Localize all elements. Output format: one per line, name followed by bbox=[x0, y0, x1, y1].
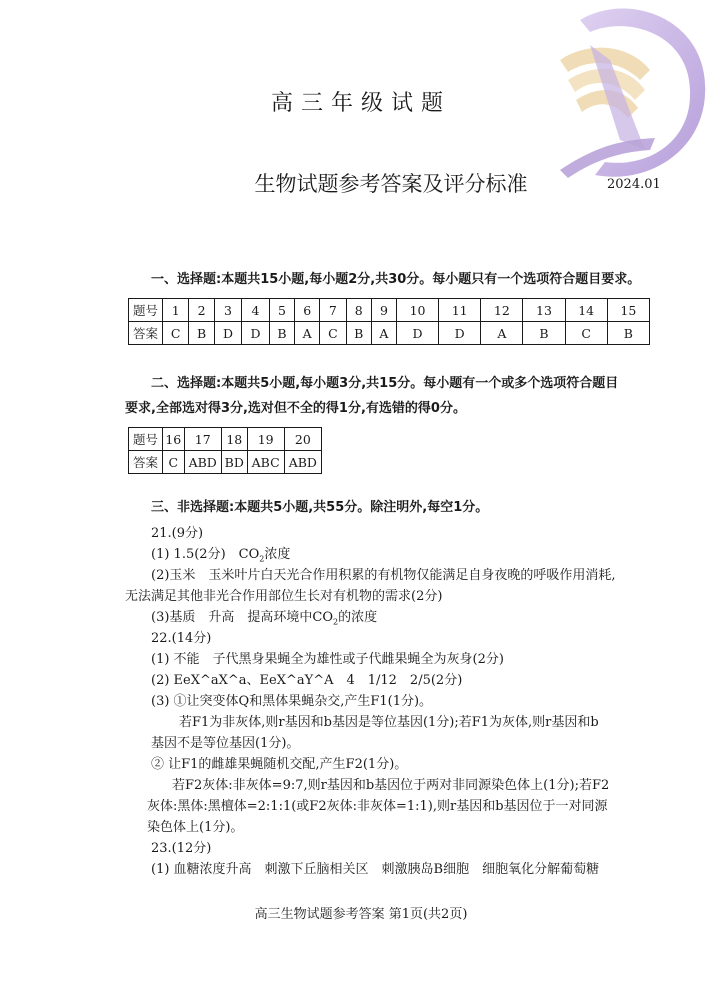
row-label-question: 题号 bbox=[129, 299, 163, 322]
answer-cell: ABD bbox=[284, 451, 321, 474]
q21-answer-3-suffix: 的浓度 bbox=[338, 610, 378, 625]
school-title: 高三年级试题 bbox=[270, 91, 451, 116]
q22-answer-2: (2) EeX^aX^a、EeX^aY^A 4 1/12 2/5(2分) bbox=[151, 673, 463, 688]
section1-answer-table bbox=[128, 298, 650, 345]
question-number: 10 bbox=[396, 299, 438, 322]
question-number: 3 bbox=[214, 299, 242, 322]
question-number: 20 bbox=[284, 428, 321, 451]
answer-cell: ABC bbox=[247, 451, 284, 474]
question-number: 18 bbox=[221, 428, 247, 451]
section1-heading: 一、选择题:本题共15小题,每小题2分,共30分。每小题只有一个选项符合题目要求。 bbox=[151, 272, 641, 287]
subscript: 2 bbox=[333, 617, 339, 627]
section2-answer-table bbox=[128, 427, 322, 474]
document-date: 2024.01 bbox=[607, 177, 661, 192]
section3-heading: 三、非选择题:本题共5小题,共55分。除注明外,每空1分。 bbox=[151, 500, 489, 515]
table-row bbox=[129, 451, 322, 474]
q21-answer-1-suffix: 浓度 bbox=[264, 547, 291, 562]
question-number: 4 bbox=[242, 299, 270, 322]
answer-cell: B bbox=[189, 322, 214, 345]
section2-heading-line1: 二、选择题:本题共5小题,每小题3分,共15分。每小题有一个或多个选项符合题目 bbox=[151, 376, 619, 391]
question-number: 6 bbox=[295, 299, 320, 322]
q21-answer-3 bbox=[151, 606, 377, 627]
answer-cell: A bbox=[481, 322, 523, 345]
question-number: 9 bbox=[371, 299, 396, 322]
question-number: 13 bbox=[523, 299, 565, 322]
question-number: 19 bbox=[247, 428, 284, 451]
answer-cell: D bbox=[396, 322, 438, 345]
q22-answer-3-line2: 若F1为非灰体,则r基因和b基因是等位基因(1分);若F1为灰体,则r基因和b bbox=[179, 715, 599, 730]
row-label-answer: 答案 bbox=[129, 322, 163, 345]
question-number: 12 bbox=[481, 299, 523, 322]
q21-header: 21.(9分) bbox=[151, 526, 204, 541]
answer-cell: ABD bbox=[184, 451, 221, 474]
answer-cell: D bbox=[214, 322, 242, 345]
answer-cell: C bbox=[163, 451, 185, 474]
q21-answer-1 bbox=[151, 543, 290, 564]
q22-header: 22.(14分) bbox=[151, 631, 212, 646]
q21-answer-3-text: (3)基质 升高 提高环境中CO bbox=[151, 610, 334, 625]
answer-cell: B bbox=[346, 322, 371, 345]
subscript: 2 bbox=[259, 554, 265, 564]
q21-answer-1-text: (1) 1.5(2分) CO bbox=[151, 547, 260, 562]
answer-cell: B bbox=[607, 322, 649, 345]
question-number: 16 bbox=[163, 428, 185, 451]
question-number: 1 bbox=[163, 299, 189, 322]
question-number: 15 bbox=[607, 299, 649, 322]
question-number: 7 bbox=[320, 299, 346, 322]
row-label-question: 题号 bbox=[129, 428, 163, 451]
q22-answer-3-line5: 若F2灰体:非灰体=9:7,则r基因和b基因位于两对非同源染色体上(1分);若F2 bbox=[172, 778, 610, 793]
question-number: 14 bbox=[565, 299, 607, 322]
answer-cell: B bbox=[523, 322, 565, 345]
q21-answer-2-line2: 无法满足其他非光合作用部位生长对有机物的需求(2分) bbox=[125, 589, 443, 604]
table-row bbox=[129, 428, 322, 451]
question-number: 8 bbox=[346, 299, 371, 322]
section2-heading-line2: 要求,全部选对得3分,选对但不全的得1分,有选错的得0分。 bbox=[125, 401, 466, 416]
answer-cell: BD bbox=[221, 451, 247, 474]
row-label-answer: 答案 bbox=[129, 451, 163, 474]
q22-answer-1: (1) 不能 子代黑身果蝇全为雄性或子代雌果蝇全为灰身(2分) bbox=[151, 652, 504, 667]
document-title: 生物试题参考答案及评分标准 bbox=[254, 172, 528, 196]
table-row bbox=[129, 299, 650, 322]
answer-cell: B bbox=[269, 322, 294, 345]
q22-answer-3-line3: 基因不是等位基因(1分)。 bbox=[151, 736, 300, 751]
q21-answer-2-line1: (2)玉米 玉米叶片白天光合作用积累的有机物仅能满足自身夜晚的呼吸作用消耗, bbox=[151, 568, 616, 583]
answer-cell: C bbox=[565, 322, 607, 345]
answer-cell: A bbox=[371, 322, 396, 345]
answer-cell: A bbox=[295, 322, 320, 345]
page-footer: 高三生物试题参考答案 第1页(共2页) bbox=[254, 907, 468, 922]
question-number: 5 bbox=[269, 299, 294, 322]
q22-answer-3-line1: (3) ①让突变体Q和黑体果蝇杂交,产生F1(1分)。 bbox=[151, 694, 433, 709]
answer-cell: D bbox=[242, 322, 270, 345]
q22-answer-3-line6: 灰体:黑体:黑檀体=2:1:1(或F2灰体:非灰体=1:1),则r基因和b基因位于一对同源 bbox=[147, 799, 608, 814]
question-number: 2 bbox=[189, 299, 214, 322]
q22-answer-3-line7: 染色体上(1分)。 bbox=[147, 820, 244, 835]
answer-cell: C bbox=[163, 322, 189, 345]
question-number: 17 bbox=[184, 428, 221, 451]
answer-cell: D bbox=[439, 322, 481, 345]
table-row bbox=[129, 322, 650, 345]
answer-cell: C bbox=[320, 322, 346, 345]
q23-answer-1: (1) 血糖浓度升高 刺激下丘脑相关区 刺激胰岛B细胞 细胞氧化分解葡萄糖 bbox=[151, 862, 600, 877]
q23-header: 23.(12分) bbox=[151, 841, 212, 856]
q22-answer-3-line4: ② 让F1的雌雄果蝇随机交配,产生F2(1分)。 bbox=[151, 757, 408, 772]
question-number: 11 bbox=[439, 299, 481, 322]
